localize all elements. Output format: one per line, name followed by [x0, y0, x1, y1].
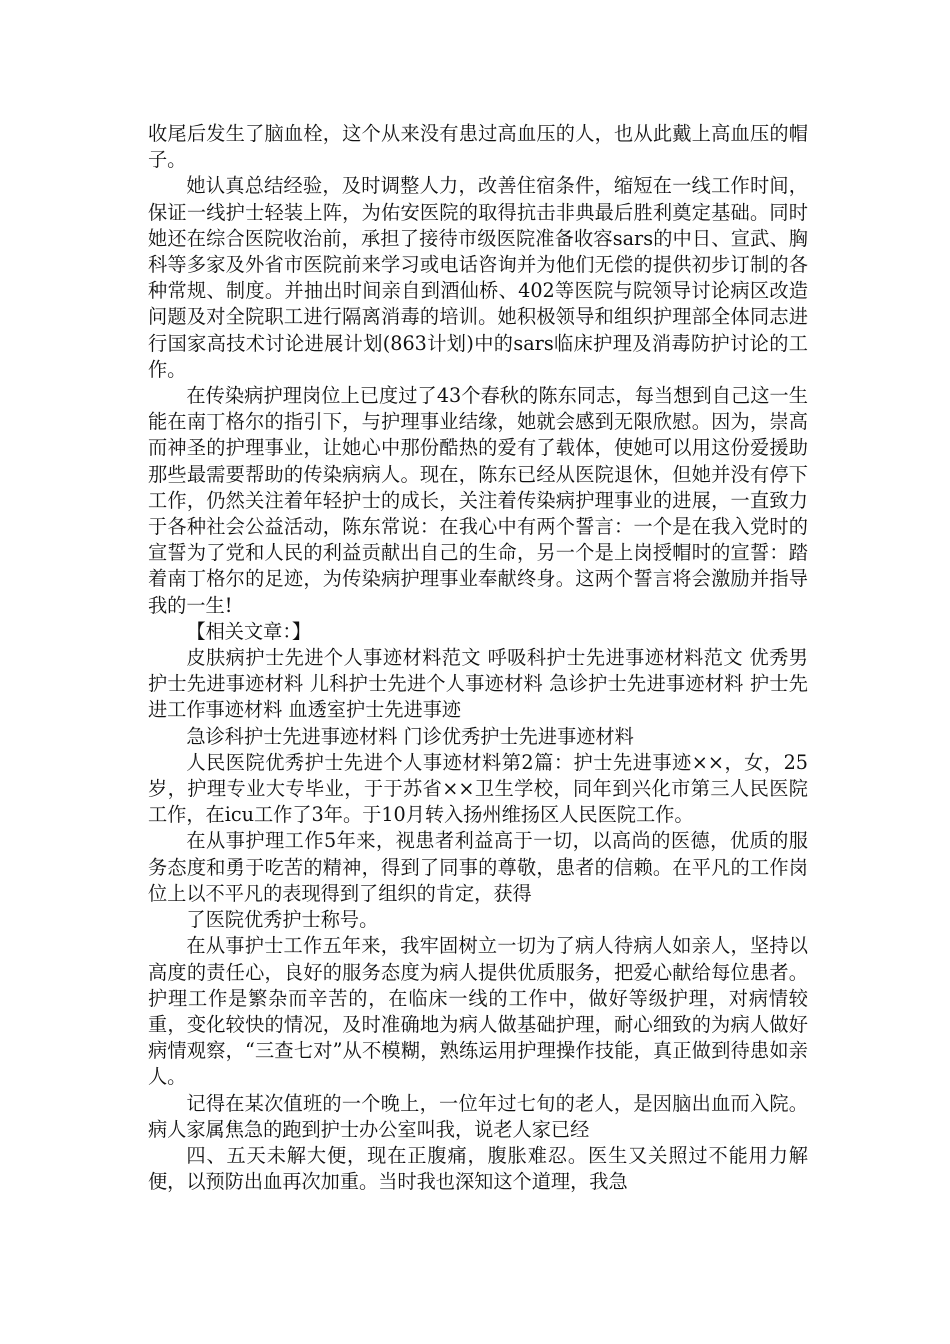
paragraph: 收尾后发生了脑血栓，这个从来没有患过高血压的人，也从此戴上高血压的帽子。: [148, 122, 808, 172]
paragraph: 她认真总结经验，及时调整人力，改善住宿条件，缩短在一线工作时间，保证一线护士轻装上阵，为佑安医院的取得抗击非典最后胜利奠定基础。同时她还在综合医院收治前，承担了接待市级医院准备收容sars的中日、宣武、胸科等多家及外省市医院前来学习或电话咨询并为他们无偿的提供初步订制的各种常规、制度。并抽出时间亲自到酒仙桥、402等医院与院领导讨论病区改造问题及对全院职工进行隔离消毒的培训。她积极领导和组织护理部全体同志进行国家高技术讨论进展计划(863计划)中的sars临床护理及消毒防护讨论的工作。: [148, 174, 808, 381]
paragraph: 记得在某次值班的一个晚上，一位年过七旬的老人，是因脑出血而入院。病人家属焦急的跑到护士办公室叫我，说老人家已经: [148, 1091, 808, 1141]
paragraph: 在从事护士工作五年来，我牢固树立一切为了病人待病人如亲人，坚持以高度的责任心，良好的服务态度为病人提供优质服务，把爱心献给每位患者。护理工作是繁杂而辛苦的，在临床一线的工作中，做好等级护理，对病情较重，变化较快的情况，及时准确地为病人做基础护理，耐心细致的为病人做好病情观察，“三查七对”从不模糊，熟练运用护理操作技能，真正做到待患如亲人。: [148, 934, 808, 1089]
paragraph: 在传染病护理岗位上已度过了43个春秋的陈东同志，每当想到自己这一生能在南丁格尔的指引下，与护理事业结缘，她就会感到无限欣慰。因为，崇高而神圣的护理事业，让她心中那份酷热的爱有了载体，使她可以用这份爱援助那些最需要帮助的传染病病人。现在，陈东已经从医院退休，但她并没有停下工作，仍然关注着年轻护士的成长，关注着传染病护理事业的进展，一直致力于各种社会公益活动，陈东常说：在我心中有两个誓言：一个是在我入党时的宣誓为了党和人民的利益贡献出自己的生命，另一个是上岗授帽时的宣誓：踏着南丁格尔的足迹，为传染病护理事业奉献终身。这两个誓言将会激励并指导我的一生!: [148, 384, 808, 617]
paragraph: 了医院优秀护士称号。: [186, 908, 379, 932]
document-body: [148, 121, 808, 1195]
paragraph: 在从事护理工作5年来，视患者利益高于一切，以高尚的医德，优质的服务态度和勇于吃苦的精神，得到了同事的尊敬，患者的信赖。在平凡的工作岗位上以不平凡的表现得到了组织的肯定，获得: [148, 829, 808, 905]
related-articles-heading: 【相关文章：】: [186, 619, 312, 643]
related-articles-list: 皮肤病护士先进个人事迹材料范文 呼吸科护士先进事迹材料范文 优秀男护士先进事迹材料 儿科护士先进个人事迹材料 急诊护士先进事迹材料 护士先进工作事迹材料 血透室护士先进事迹: [148, 646, 808, 722]
paragraph: 人民医院优秀护士先进个人事迹材料第2篇：护士先进事迹××，女，25岁，护理专业大专毕业，于于苏省××卫生学校，同年到兴化市第三人民医院工作，在icu工作了3年。于10月转入扬州维扬区人民医院工作。: [148, 750, 808, 827]
related-articles-list: 急诊科护士先进事迹材料 门诊优秀护士先进事迹材料: [186, 724, 634, 748]
paragraph: 四、五天未解大便，现在正腹痛，腹胀难忍。医生又关照过不能用力解便，以预防出血再次加重。当时我也深知这个道理，我急: [148, 1143, 808, 1194]
